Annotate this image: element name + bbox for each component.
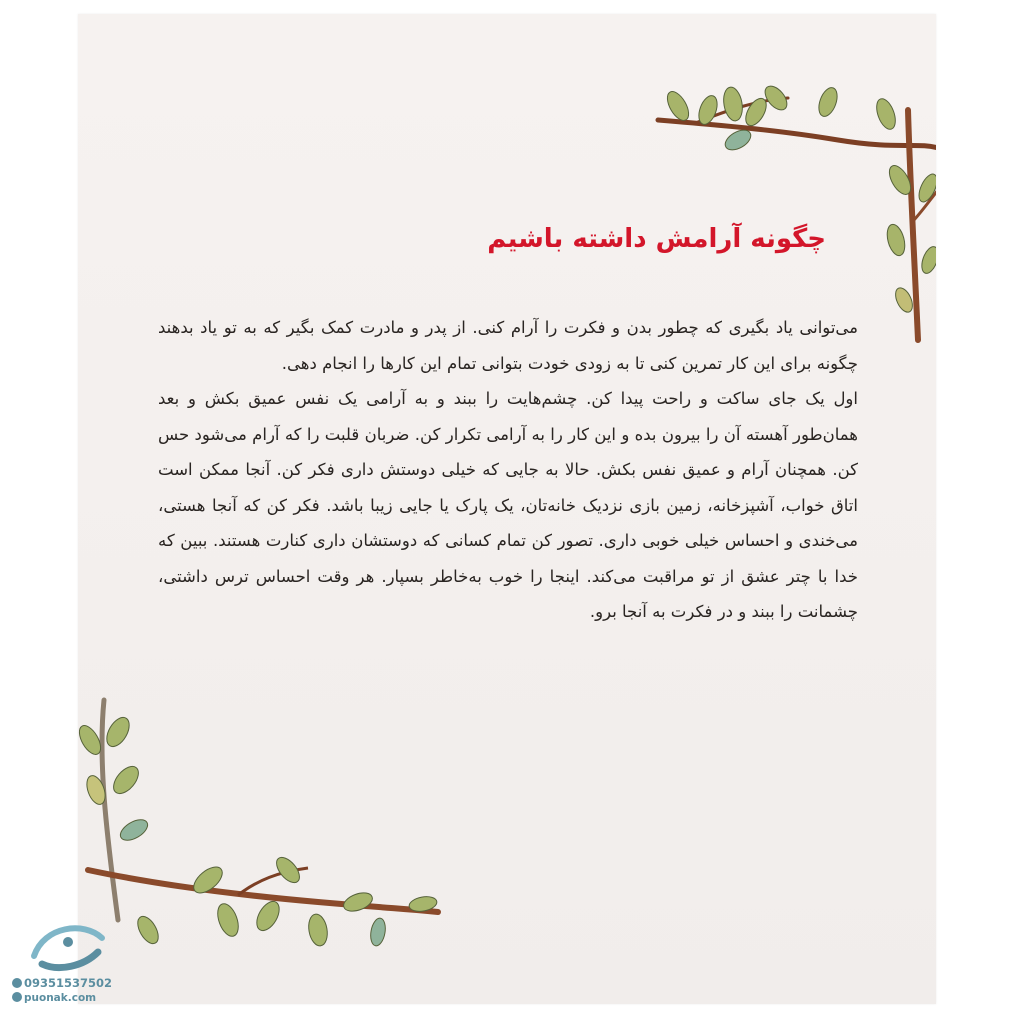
watermark-url: puonak.com	[12, 992, 96, 1004]
book-page	[78, 14, 936, 1004]
paragraph-1: می‌توانی یاد بگیری که چطور بدن و فکرت را آرام کنی. از پدر و مادرت کمک بگیر که به تو یاد بدهند چگونه برای این کار تمرین کنی تا به زودی خودت بتوانی تمام این کارها را انجام دهی.	[158, 318, 858, 373]
globe-icon	[12, 992, 22, 1002]
page-title: چگونه آرامش داشته باشیم	[487, 224, 826, 254]
branch-top-right-illustration	[638, 70, 936, 350]
watermark-phone: 09351537502	[12, 976, 112, 990]
body-text	[158, 310, 858, 630]
whatsapp-icon	[12, 978, 22, 988]
watermark-logo	[10, 916, 120, 1006]
paragraph-2: اول یک جای ساکت و راحت پیدا کن. چشم‌هایت را ببند و به آرامی یک نفس عمیق بکش و بعد همان‌طور آهسته آن را بیرون بده و این کار را به آرامی تکرار کن. ضربان قلبت را که آرام می‌شود حس کن. همچنان آرام و عمیق نفس بکش. حالا به جایی که خیلی دوستش داری فکر کن. آنجا ممکن است اتاق خواب، آشپزخانه، زمین بازی نزدیک خانه‌تان، یک پارک یا جایی زیبا باشد. فکر کن که آنجا هستی، می‌خندی و احساس خیلی خوبی داری. تصور کن تمام کسانی که دوستشان داری کنارت هستند. ببین که خدا با چتر عشق از تو مراقبت می‌کند. اینجا را خوب به‌خاطر بسپار. هر وقت احساس ترس داشتی، چشمانت را ببند و در فکرت به آنجا برو.	[158, 389, 858, 621]
branch-bottom-left-illustration	[78, 680, 458, 970]
brand-logo-icon	[24, 916, 110, 976]
